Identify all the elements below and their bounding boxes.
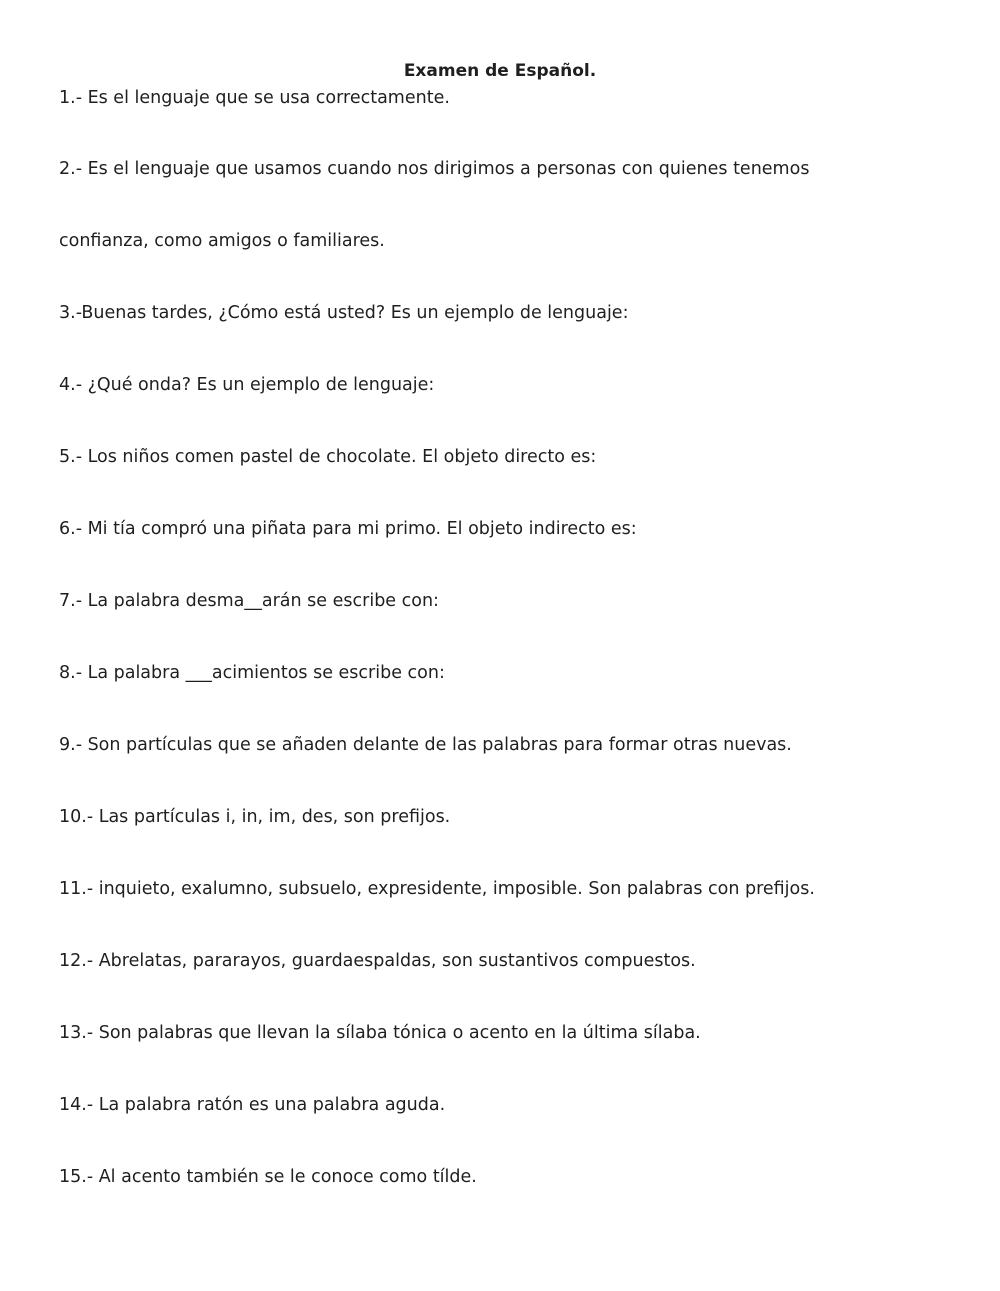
question-2-continuation: confianza, como amigos o familiares. [59, 231, 385, 251]
question-15: 15.- Al acento también se le conoce como tílde. [59, 1167, 477, 1187]
question-2: 2.- Es el lenguaje que usamos cuando nos dirigimos a personas con quienes tenemos [59, 159, 810, 179]
question-3: 3.-Buenas tardes, ¿Cómo está usted? Es un ejemplo de lenguaje: [59, 303, 629, 323]
question-12: 12.- Abrelatas, pararayos, guardaespaldas, son sustantivos compuestos. [59, 951, 696, 971]
question-4: 4.- ¿Qué onda? Es un ejemplo de lenguaje: [59, 375, 435, 395]
question-14: 14.- La palabra ratón es una palabra aguda. [59, 1095, 446, 1115]
question-7: 7.- La palabra desma__arán se escribe con: [59, 591, 439, 611]
question-10: 10.- Las partículas i, in, im, des, son prefijos. [59, 807, 451, 827]
question-13: 13.- Son palabras que llevan la sílaba tónica o acento en la última sílaba. [59, 1023, 701, 1043]
question-8: 8.- La palabra ___acimientos se escribe con: [59, 663, 445, 683]
question-5: 5.- Los niños comen pastel de chocolate. El objeto directo es: [59, 447, 597, 467]
question-11: 11.- inquieto, exalumno, subsuelo, expresidente, imposible. Son palabras con prefijos. [59, 879, 815, 899]
question-9: 9.- Son partículas que se añaden delante de las palabras para formar otras nuevas. [59, 735, 792, 755]
page-title: Examen de Español. [403, 61, 597, 81]
question-6: 6.- Mi tía compró una piñata para mi primo. El objeto indirecto es: [59, 519, 637, 539]
question-1: 1.- Es el lenguaje que se usa correctamente. [59, 88, 450, 108]
